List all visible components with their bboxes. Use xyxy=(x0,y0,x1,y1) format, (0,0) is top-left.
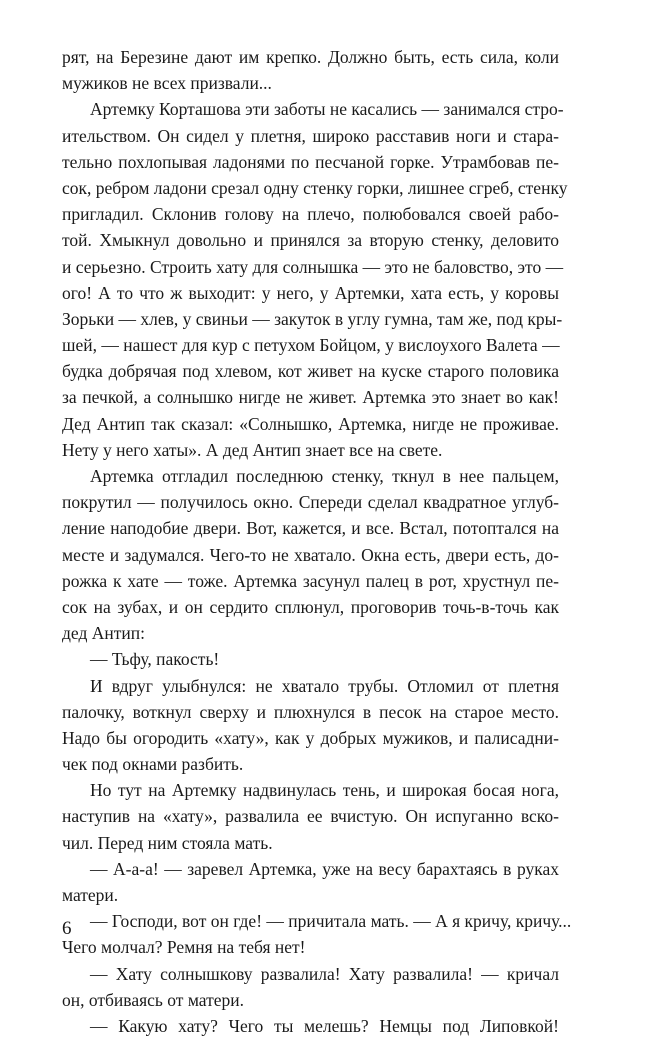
text-line: И вдруг улыбнулся: не хватало трубы. Отломил от плетня xyxy=(90,675,559,696)
text-line: Дед Антип так сказал: «Солнышко, Артемка, нигде не проживае. xyxy=(62,413,559,434)
text-line: Чего молчал? Ремня на тебя нет! xyxy=(62,937,306,958)
text-line: Нету у него хаты». А дед Антип знает все на свете. xyxy=(62,439,443,460)
text-line: Артемка отгладил последнюю стенку, ткнул в нее пальцем, xyxy=(90,466,559,486)
text-line: месте и задумался. Чего-то не хватало. Окна есть, двери есть, до- xyxy=(62,544,559,565)
text-line: Надо бы огородить «хату», как у добрых мужиков, и палисадни- xyxy=(62,727,559,748)
text-line: наступив на «хату», развалила ее вчистую. Он испуганно вско- xyxy=(62,806,559,827)
text-line: Артемку Корташова эти заботы не касались — занимался стро- xyxy=(90,99,564,120)
page-number: 6 xyxy=(62,918,72,939)
text-line: чил. Перед ним стояла мать. xyxy=(62,832,273,853)
body-text xyxy=(62,44,572,1039)
text-line: ого! А то что ж выходит: у него, у Артемки, хата есть, у коровы xyxy=(62,282,559,303)
text-line: рожка к хате — тоже. Артемка засунул палец в рот, хрустнул пе- xyxy=(62,570,559,591)
text-line: сок на зубах, и он сердито сплюнул, проговорив точь-в-точь как xyxy=(62,596,559,617)
text-line: — Какую хату? Чего ты мелешь? Немцы под Липовкой! xyxy=(90,1015,559,1036)
text-line: — Господи, вот он где! — причитала мать. — А я кричу, кричу... xyxy=(90,911,572,932)
text-line: и серьезно. Строить хату для солнышка — это не баловство, это — xyxy=(62,256,564,277)
text-line: ление наподобие двери. Вот, кажется, и все. Встал, потоптался на xyxy=(62,518,559,539)
text-line: шей, — нашест для кур с петухом Бойцом, у вислоухого Валета — xyxy=(62,335,560,356)
text-line: чек под окнами разбить. xyxy=(62,754,244,775)
text-line: палочку, воткнул сверху и плюхнулся в песок на старое место. xyxy=(62,701,559,722)
text-line: — А-а-а! — заревел Артемка, уже на весу барахтаясь в руках xyxy=(90,858,559,879)
text-line: Зорьки — хлев, у свиньи — закуток в углу гумна, там же, под кры- xyxy=(62,308,563,329)
text-line: той. Хмыкнул довольно и принялся за вторую стенку, деловито xyxy=(62,230,559,251)
text-line: пригладил. Склонив голову на плечо, полюбовался своей рабо- xyxy=(62,204,559,225)
text-line: — Тьфу, пакость! xyxy=(90,649,220,670)
text-line: он, отбиваясь от матери. xyxy=(62,989,244,1010)
text-line: за печкой, а солнышко нигде не живет. Артемка это знает во как! xyxy=(62,387,559,408)
text-line: рят, на Березине дают им крепко. Должно быть, есть сила, коли xyxy=(62,47,559,67)
text-line: будка добрячая под хлевом, кот живет на куске старого половика xyxy=(62,361,559,382)
text-line: мужиков не всех призвали... xyxy=(62,73,272,94)
text-line: дед Антип: xyxy=(62,623,145,644)
text-line: сок, ребром ладони срезал одну стенку горки, лишнее сгреб, стенку xyxy=(62,177,568,198)
text-line: — Хату солнышкову развалила! Хату развалила! — кричал xyxy=(90,963,559,984)
text-line: тельно похлопывая ладонями по песчаной горке. Утрамбовав пе- xyxy=(62,151,559,172)
text-line: матери. xyxy=(62,885,119,905)
text-line: Но тут на Артемку надвинулась тень, и широкая босая нога, xyxy=(90,780,559,801)
text-line: покрутил — получилось окно. Спереди сделал квадратное углуб- xyxy=(62,492,559,513)
text-line: ительством. Он сидел у плетня, широко расставив ноги и стара- xyxy=(62,125,559,146)
